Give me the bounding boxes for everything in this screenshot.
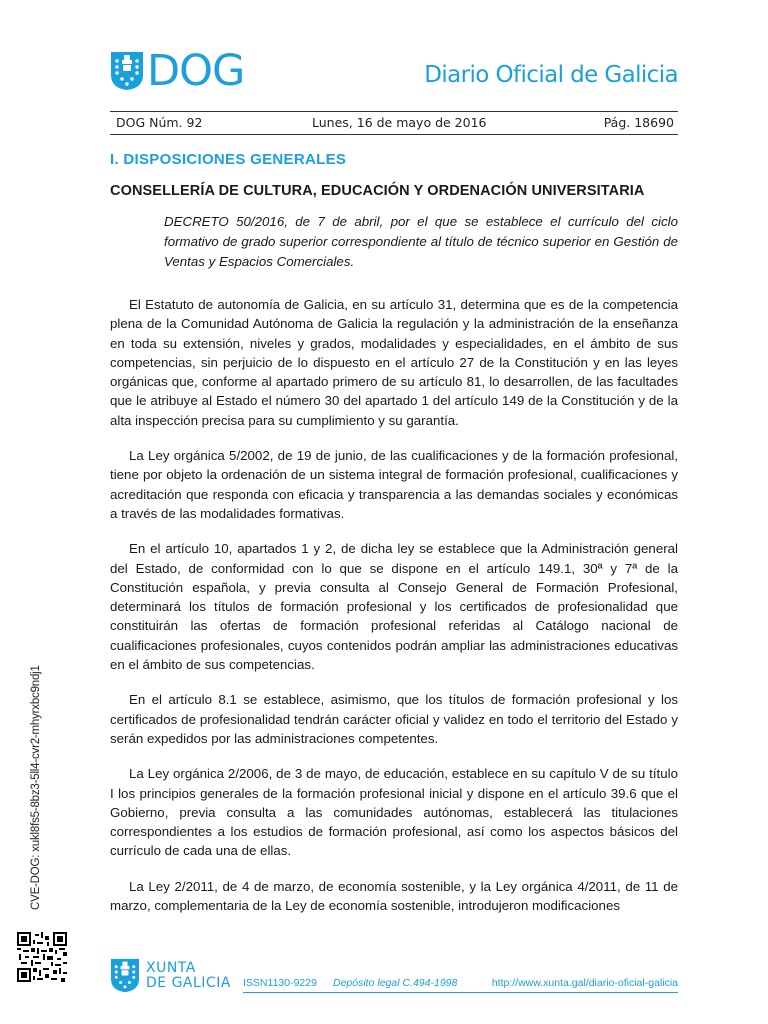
xunta-wordmark <box>146 961 231 991</box>
journal-title: Diario Oficial de Galicia <box>424 62 678 88</box>
xunta-line-1: XUNTA <box>146 959 196 976</box>
qr-code-icon[interactable] <box>17 932 67 982</box>
page-number: Pág. 18690 <box>603 115 674 130</box>
body-paragraph: En el artículo 8.1 se establece, asimismo, que los títulos de formación profesional y los certificados de profesionalidad tendrán carácter oficial y validez en todo el territorio del Estado y serán expedidos por las administraciones competentes. <box>110 692 678 746</box>
galicia-shield-icon <box>110 51 144 91</box>
section-title: I. DISPOSICIONES GENERALES <box>110 151 347 168</box>
body-paragraph: En el artículo 10, apartados 1 y 2, de dicha ley se establece que la Administración general del Estado, de conformidad con lo que se dispone en el artículo 149.1, 30ª y 7ª de la Constitución española, y previa consulta al Consejo General de Formación Profesional, determinará los títulos de formación profesional y los certificados de profesionalidad que constituirán las ofertas de formación profesional referidas al Catálogo nacional de cualificaciones profesionales, cuyos contenidos podrán ampliar las administraciones educativas en el ámbito de sus competencias. <box>110 541 678 673</box>
issue-date: Lunes, 16 de mayo de 2016 <box>312 115 487 130</box>
issue-number: DOG Núm. 92 <box>116 115 203 130</box>
xunta-line-2: DE GALICIA <box>146 974 231 991</box>
dog-website-link[interactable]: http://www.xunta.gal/diario-oficial-galicia <box>491 977 678 989</box>
masthead <box>110 48 678 98</box>
legal-deposit-text: Depósito legal C.494-1998 <box>333 977 458 989</box>
xunta-shield-icon <box>110 958 140 993</box>
decree-summary: DECRETO 50/2016, de 7 de abril, por el que se establece el currículo del ciclo formativo de grado superior correspondiente al título de técnico superior en Gestión de Ventas y Espacios Comerciales. <box>164 214 678 269</box>
body-paragraph: La Ley orgánica 2/2006, de 3 de mayo, de educación, establece en su capítulo V de su título I los principios generales de la formación profesional inicial y dispone en el artículo 39.6 que el Gobierno, previa consulta a las comunidades autónomas, establecerá las titulaciones correspondientes a los estudios de formación profesional, así como los aspectos básicos del currículo de cada una de ellas. <box>110 766 678 859</box>
body-paragraph: La Ley orgánica 5/2002, de 19 de junio, de las cualificaciones y de la formación profesional, tiene por objeto la ordenación de un sistema integral de formación profesional, cualificaciones y acreditación que responda con eficacia y transparencia a las demandas sociales y económicas a través de las modalidades formativas. <box>110 448 678 521</box>
xunta-logo <box>110 958 231 993</box>
footer-divider <box>243 992 678 993</box>
body-paragraph: El Estatuto de autonomía de Galicia, en su artículo 31, determina que es de la competencia plena de la Comunidad Autónoma de Galicia la regulación y la administración de la enseñanza en toda su extensión, niveles y grados, modalidades y especialidades, en el ámbito de sus competencias, sin perjuicio de lo dispuesto en el artículo 27 de la Constitución y en las leyes orgánicas que, conforme al apartado primero de su artículo 81, lo desarrollen, de las facultades que le atribuye al Estado el número 30 del apartado 1 del artículo 149 de la Constitución y de la alta inspección precisa para su cumplimiento y su garantía. <box>110 297 678 428</box>
document-body <box>110 295 678 931</box>
verification-code: CVE-DOG: xukl8fs5-8bz3-5ll4-cvr2-mhyrxbc9ndj1 <box>30 665 42 910</box>
issue-info-bar <box>110 111 678 135</box>
body-paragraph: La Ley 2/2011, de 4 de marzo, de economía sostenible, y la Ley orgánica 4/2011, de 11 de marzo, complementaria de la Ley de economía sostenible, introdujeron modificaciones <box>110 878 678 914</box>
dog-logo-text: DOG <box>147 46 245 96</box>
issn-text: ISSN1130-9229 <box>243 977 317 989</box>
dog-logo <box>110 46 245 96</box>
department-title: CONSELLERÍA DE CULTURA, EDUCACIÓN Y ORDENACIÓN UNIVERSITARIA <box>110 183 645 199</box>
